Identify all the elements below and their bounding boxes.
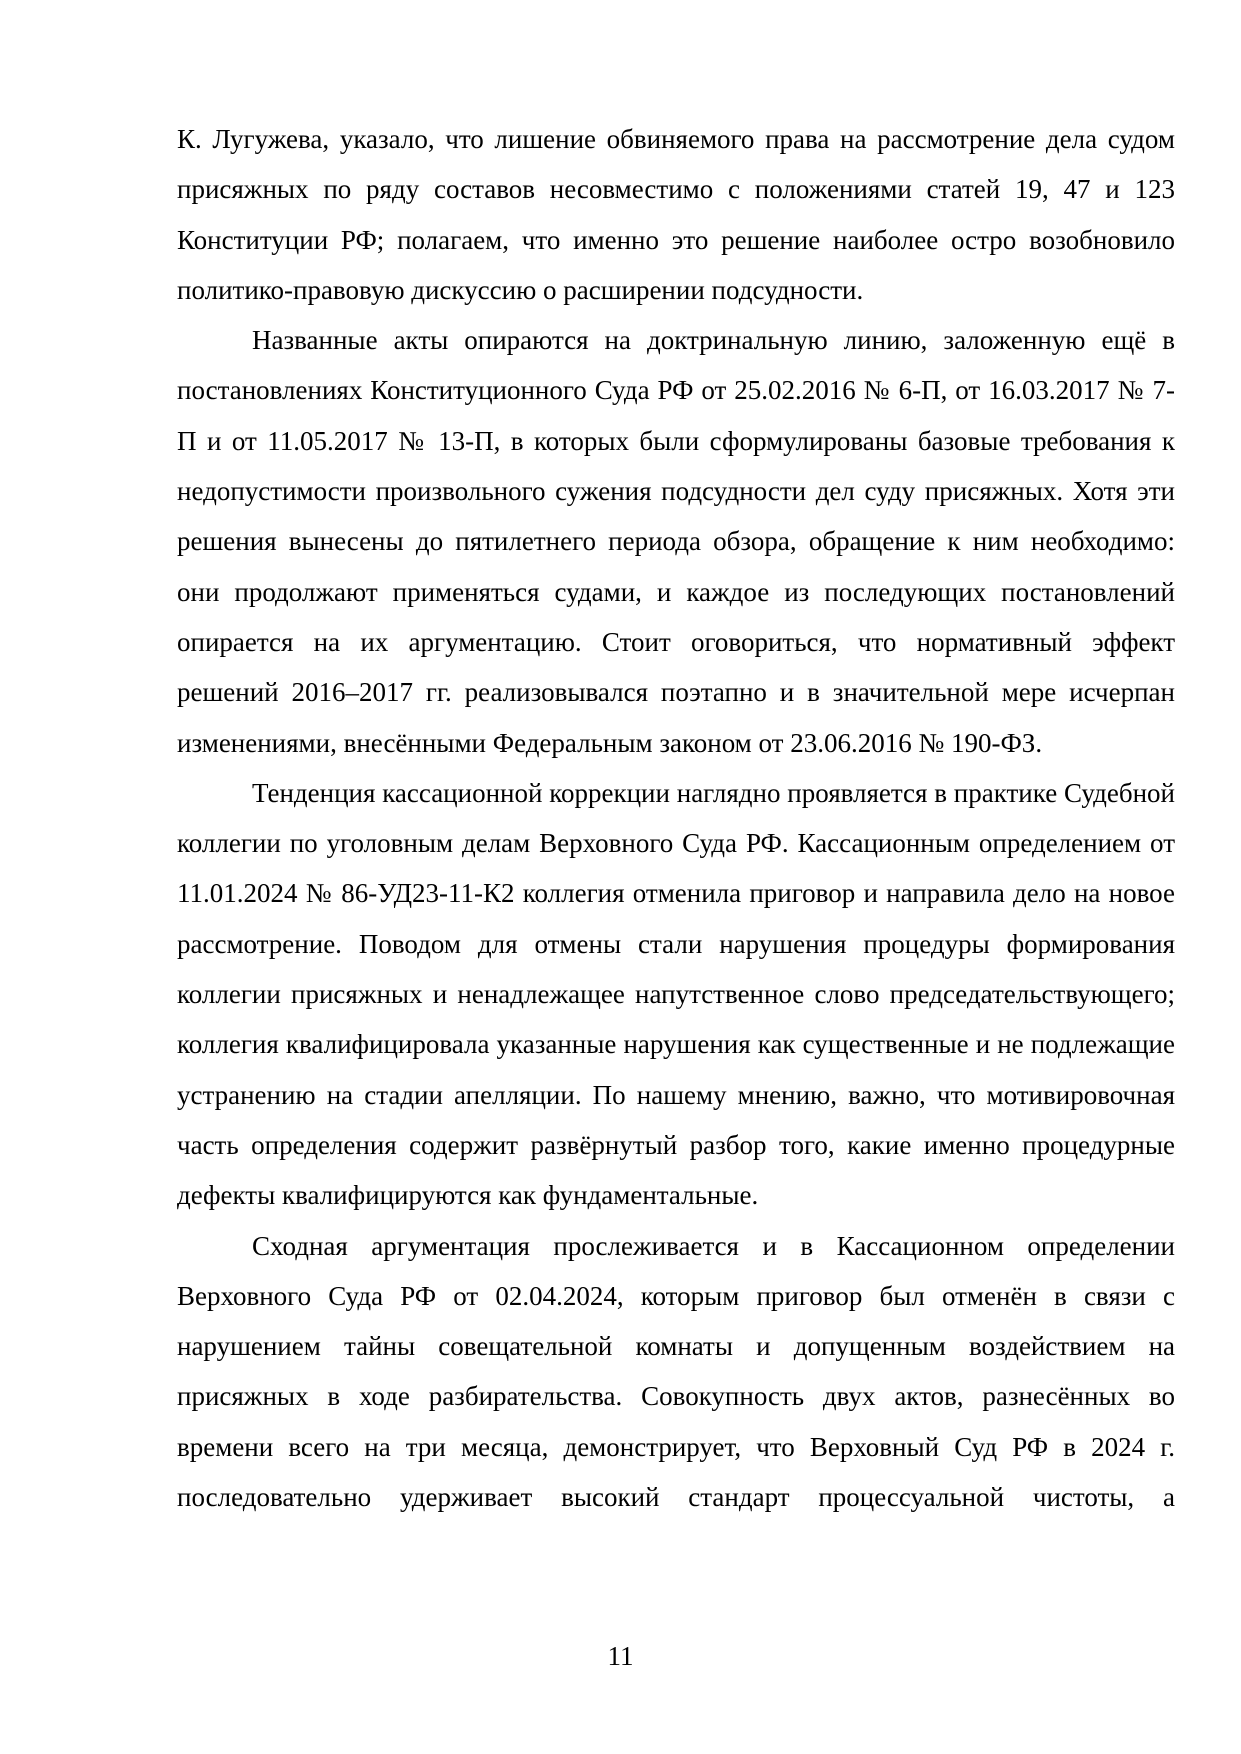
page-number: 11	[607, 1641, 634, 1671]
paragraph-continuation: К. Лугужева, указало, что лишение обвиняемого права на рассмотрение дела судом присяжных по ряду составов несовместимо с положениями статей 19, 47 и 123 Конституции РФ; полагаем, что именно это решение наиболее остро возобновило политико-правовую дискуссию о расширении подсудности.	[177, 124, 1175, 305]
paragraph-doctrinal-line: Названные акты опираются на доктринальную линию, заложенную ещё в постановлениях Конституционного Суда РФ от 25.02.2016 № 6-П, от 16.03.2017 № 7-П и от 11.05.2017 № 13-П, в которых были сформулированы базовые требования к недопустимости произвольного сужения подсудности дел суду присяжных. Хотя эти решения вынесены до пятилетнего периода обзора, обращение к ним необходимо: они продолжают применяться судами, и каждое из последующих постановлений опирается на их аргументацию. Стоит оговориться, что нормативный эффект решений 2016–2017 гг. реализовывался поэтапно и в значительной мере исчерпан изменениями, внесёнными Федеральным законом от 23.06.2016 № 190-ФЗ.	[177, 325, 1175, 758]
document-body	[177, 114, 1175, 1522]
paragraph-cassation-correction: Тенденция кассационной коррекции наглядно проявляется в практике Судебной коллегии по уголовным делам Верховного Суда РФ. Кассационным определением от 11.01.2024 № 86-УД23-11-К2 коллегия отменила приговор и направила дело на новое рассмотрение. Поводом для отмены стали нарушения процедуры формирования коллегии присяжных и ненадлежащее напутственное слово председательствующего; коллегия квалифицировала указанные нарушения как существенные и не подлежащие устранению на стадии апелляции. По нашему мнению, важно, что мотивировочная часть определения содержит развёрнутый разбор того, какие именно процедурные дефекты квалифицируются как фундаментальные.	[177, 777, 1175, 1211]
paragraph-similar-argumentation: Сходная аргументация прослеживается и в Кассационном определении Верховного Суда РФ от 02.04.2024, которым приговор был отменён в связи с нарушением тайны совещательной комнаты и допущенным воздействием на присяжных в ходе разбирательства. Совокупность двух актов, разнесённых во времени всего на три месяца, демонстрирует, что Верховный Суд РФ в 2024 г. последовательно удерживает высокий стандарт процессуальной чистоты, а	[177, 1230, 1175, 1513]
